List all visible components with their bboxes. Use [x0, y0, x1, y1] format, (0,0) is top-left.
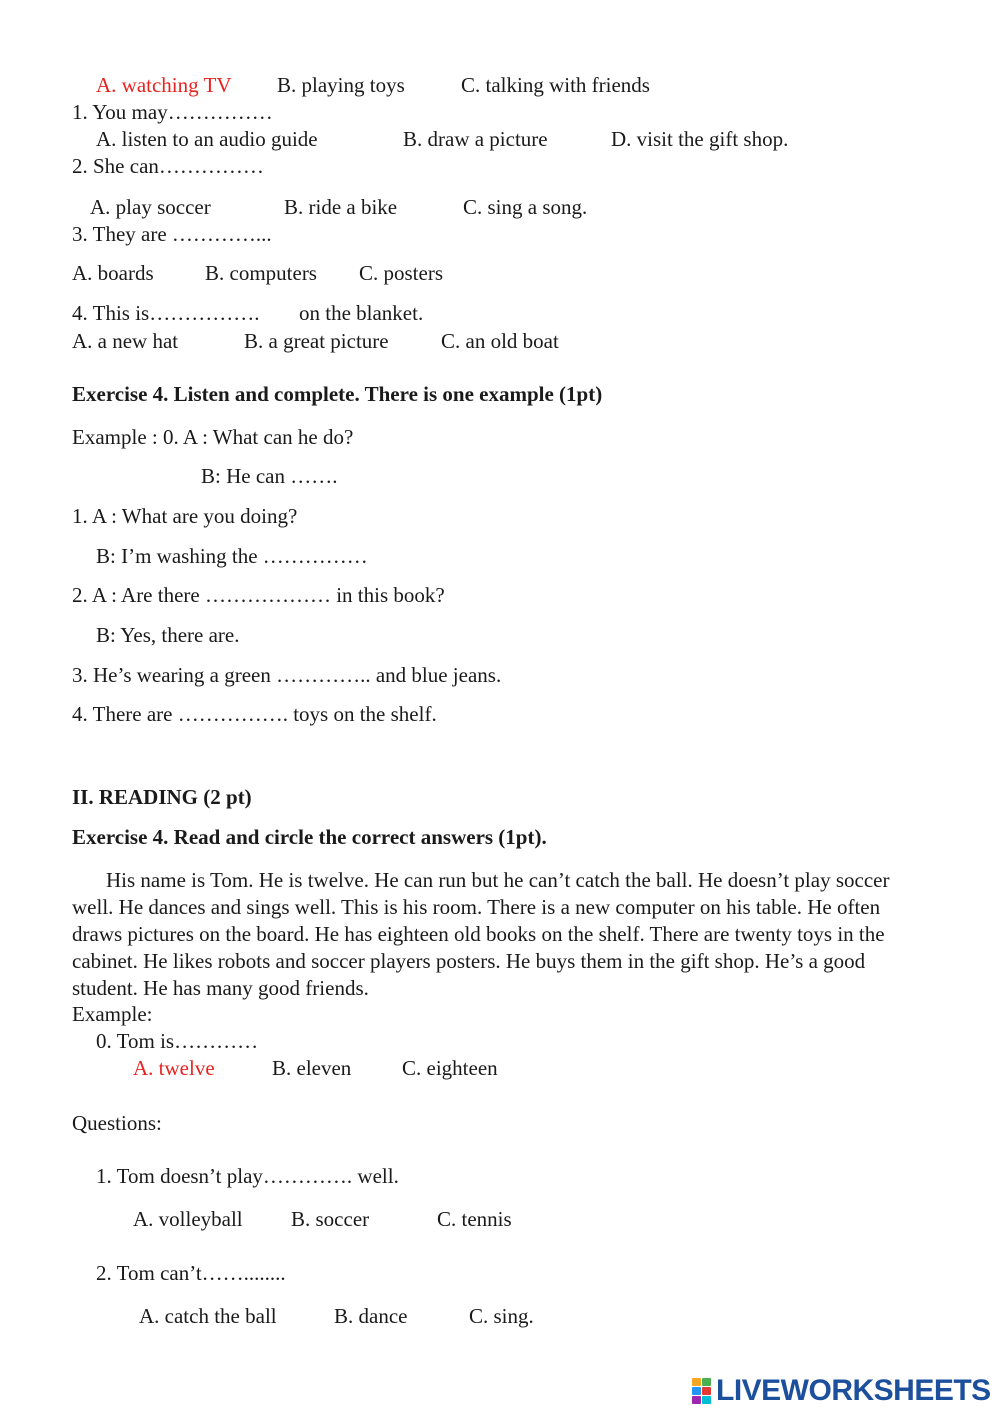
reading-q2-stem: 2. Tom can’t……........: [96, 1261, 286, 1285]
question-3-stem: 3. They are …………...: [72, 222, 272, 246]
reading-q1-option-b: B. soccer: [291, 1207, 370, 1231]
reading-q1-option-c: C. tennis: [437, 1207, 512, 1231]
listen-example-a: Example : 0. A : What can he do?: [72, 425, 354, 449]
example-option-c: C. talking with friends: [461, 73, 650, 97]
reading-section-title: II. READING (2 pt): [72, 785, 252, 809]
reading-example-option-b: B. eleven: [272, 1056, 352, 1080]
reading-example-label: Example:: [72, 1002, 153, 1026]
listen-example-b: B: He can …….: [201, 464, 338, 488]
reading-q2-option-b: B. dance: [334, 1304, 408, 1328]
question-3-option-b: B. computers: [205, 261, 317, 285]
reading-q1-option-a: A. volleyball: [133, 1207, 243, 1231]
question-1-stem: 1. You may……………: [72, 100, 273, 124]
reading-q1-stem: 1. Tom doesn’t play…………. well.: [96, 1164, 399, 1188]
question-1-option-b: B. draw a picture: [403, 127, 548, 151]
reading-q2-option-c: C. sing.: [469, 1304, 534, 1328]
logo-text: LIVEWORKSHEETS: [716, 1374, 991, 1407]
question-4-stem: 4. This is…………….: [72, 301, 260, 325]
listen-line-4: 4. There are ……………. toys on the shelf.: [72, 702, 437, 726]
reading-example-option-c: C. eighteen: [402, 1056, 498, 1080]
listen-line-1a: 1. A : What are you doing?: [72, 504, 298, 528]
question-4-option-c: C. an old boat: [441, 329, 559, 353]
listen-line-2b: B: Yes, there are.: [96, 623, 240, 647]
listen-line-3: 3. He’s wearing a green ………….. and blue jeans.: [72, 663, 502, 687]
question-3-option-c: C. posters: [359, 261, 443, 285]
liveworksheets-logo: [692, 1376, 991, 1406]
question-3-option-a: A. boards: [72, 261, 154, 285]
question-2-option-b: B. ride a bike: [284, 195, 398, 219]
question-4-option-a: A. a new hat: [72, 329, 179, 353]
question-2-option-a: A. play soccer: [90, 195, 211, 219]
question-1-option-d: D. visit the gift shop.: [611, 127, 789, 151]
listen-line-2a: 2. A : Are there ……………… in this book?: [72, 583, 445, 607]
question-4-stem-tail: on the blanket.: [299, 301, 424, 325]
question-2-option-c: C. sing a song.: [463, 195, 588, 219]
reading-exercise-title: Exercise 4. Read and circle the correct answers (1pt).: [72, 825, 547, 849]
reading-passage: His name is Tom. He is twelve. He can run but he can’t catch the ball. He doesn’t play soccer well. He dances and sings well. This is his room. There is a new computer on his table. He often draws pictures on the board. He has eighteen old books on the shelf. There are twenty toys in the cabinet. He likes robots and soccer players posters. He buys them in the gift shop. He’s a good student. He has many good friends.: [72, 868, 890, 1000]
reading-q2-option-a: A. catch the ball: [139, 1304, 277, 1328]
exercise-4-listen-title: Exercise 4. Listen and complete. There is one example (1pt): [72, 382, 603, 406]
question-4-option-b: B. a great picture: [244, 329, 389, 353]
example-option-a: A. watching TV: [96, 73, 232, 97]
questions-label: Questions:: [72, 1111, 162, 1135]
reading-example-stem: 0. Tom is…………: [96, 1029, 259, 1053]
question-2-stem: 2. She can……………: [72, 154, 264, 178]
listen-line-1b: B: I’m washing the ……………: [96, 544, 368, 568]
reading-example-option-a: A. twelve: [133, 1056, 215, 1080]
example-option-b: B. playing toys: [277, 73, 405, 97]
liveworksheets-logo-icon: [692, 1378, 712, 1404]
question-1-option-a: A. listen to an audio guide: [96, 127, 318, 151]
